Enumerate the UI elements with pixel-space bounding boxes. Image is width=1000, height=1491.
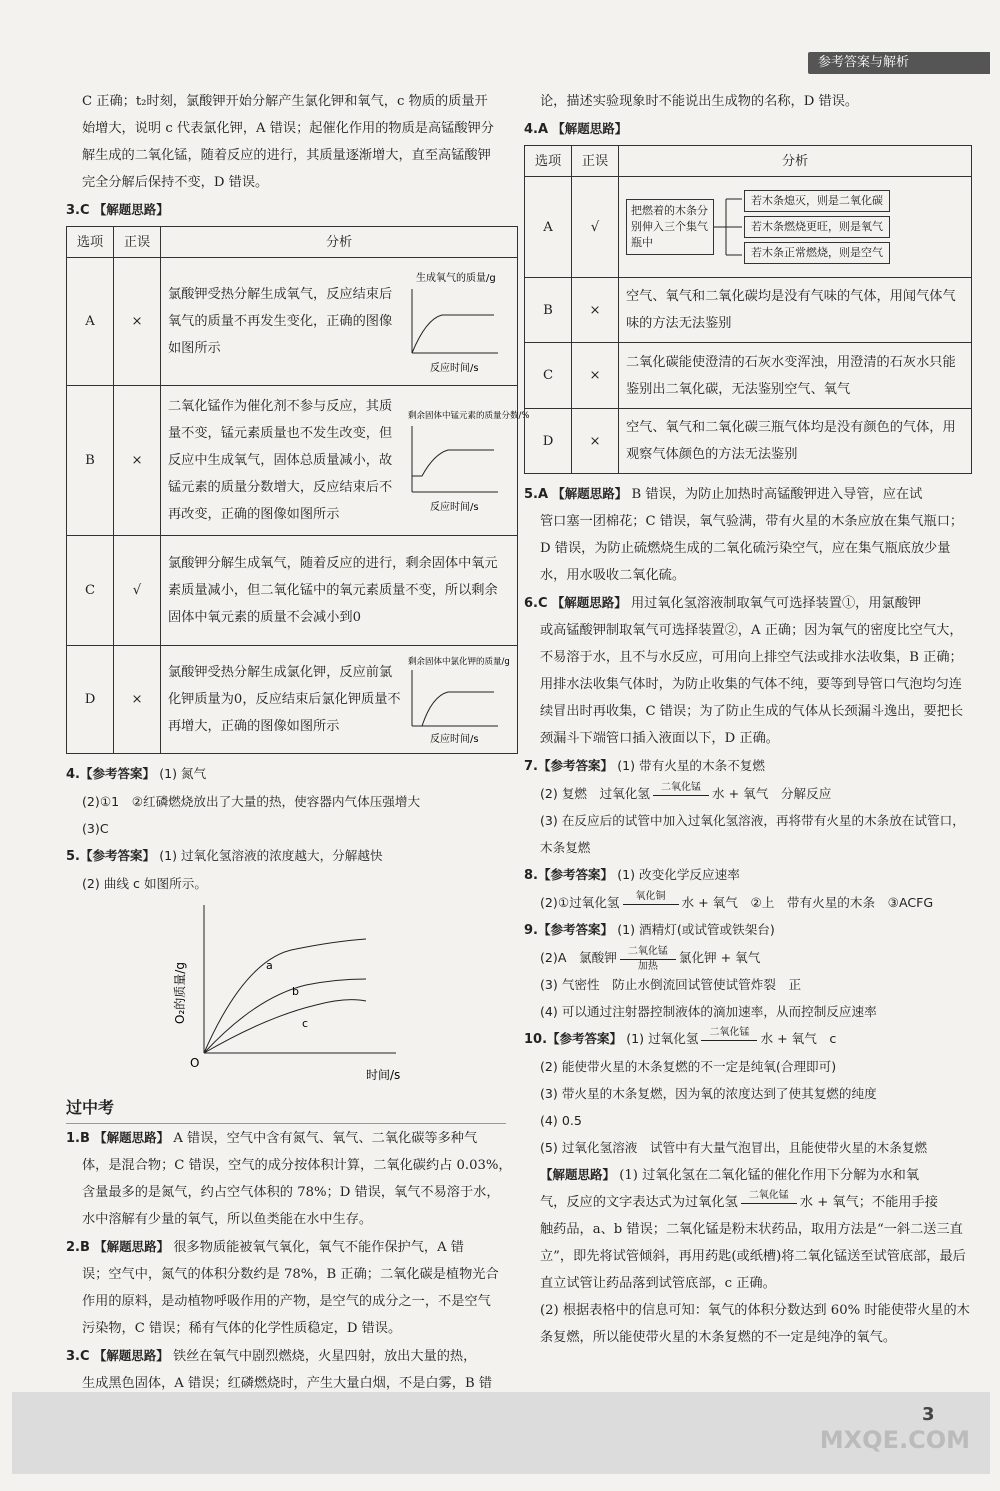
r-q9-l1: (1) 酒精灯(或试管或铁架台) bbox=[617, 922, 775, 937]
r-q5-number: 5.A bbox=[524, 487, 549, 502]
q4-line: (3)C bbox=[82, 821, 109, 836]
q4-line: (1) 氮气 bbox=[159, 766, 207, 781]
flow-results bbox=[744, 186, 890, 268]
e2-tag: 【解题思路】 bbox=[94, 1239, 170, 1254]
r-q9-number: 9. bbox=[524, 923, 538, 938]
curve-c bbox=[204, 1000, 366, 1053]
r-q7-reaction-arrow bbox=[653, 782, 709, 807]
r-q4-number: 4.A bbox=[524, 122, 549, 137]
r-q9-condition: 加热 bbox=[637, 961, 658, 972]
r-q10-tag2: 【解题思路】 bbox=[540, 1167, 616, 1182]
graph-b-curve bbox=[412, 450, 494, 476]
section-title: 过中考 bbox=[66, 1093, 506, 1124]
graph-b bbox=[404, 406, 530, 516]
e2-line: 误；空气中，氮气的体积分数约是 78%，B 正确；二氧化碳是植物光合 bbox=[82, 1267, 499, 1282]
th-analysis: 分析 bbox=[619, 146, 972, 177]
graph-d-ylabel: 剩余固体中氯化钾的质量/g bbox=[408, 656, 510, 667]
row-d-text: 氯酸钾受热分解生成氯化钾，反应前氯化钾质量为0，反应结束后氯化钾质量不再增大，正确的图像如图所示 bbox=[168, 665, 401, 734]
r-q9-l3: (3) 气密性 防止水倒流回试管使试管炸裂 正 bbox=[540, 977, 802, 992]
e3-line: 铁丝在氧气中剧烈燃烧，火星四射，放出大量的热， bbox=[172, 1349, 477, 1364]
r-q7-l3: (3) 在反应后的试管中加入过氧化氢溶液，再将带有火星的木条放在试管口，木条复燃 bbox=[540, 813, 965, 855]
r-q10-s2b: 水 + 氧气；不能用手接 bbox=[799, 1195, 938, 1210]
r-q6-line: 用过氧化氢溶液制取氧气可选择装置①，用氯酸钾 bbox=[630, 596, 922, 611]
q4-tag: 【参考答案】 bbox=[79, 766, 155, 781]
left-p0-line: 始增大，说明 c 代表氯化钾，A 错误；起催化作用的物质是高锰酸钾分 bbox=[82, 121, 494, 136]
r-q7-l2a: (2) 复燃 过氧化氢 bbox=[540, 786, 650, 801]
page-number: 3 bbox=[922, 1404, 935, 1425]
r-q8-l2b: 水 + 氧气 ②上 带有火星的木条 ③ACFG bbox=[681, 895, 934, 910]
watermark: MXQE.COM bbox=[819, 1426, 970, 1454]
r-q8-l2a: (2)①过氧化氢 bbox=[540, 895, 620, 910]
graph-d-xlabel: 反应时间/s bbox=[430, 733, 479, 745]
r-q7-l1: (1) 带有火星的木条不复燃 bbox=[617, 758, 765, 773]
row-c-text: 氯酸钾分解生成氧气，随着反应的进行，剩余固体中氧元素质量减小，但二氧化锰中的氧元素质量不变，所以剩余固体中氧元素的质量不会减小到0 bbox=[168, 556, 498, 625]
r-q7-tag: 【参考答案】 bbox=[537, 758, 613, 773]
r-q10-l4: (4) 0.5 bbox=[540, 1113, 582, 1128]
curve-c-label: c bbox=[302, 1017, 309, 1030]
q5-graph bbox=[66, 897, 506, 1087]
r-q10-s-catalyst: 二氧化锰 bbox=[748, 1190, 789, 1201]
header-title: 参考答案与解析 bbox=[818, 55, 910, 70]
r-q10-s3: 触药品，a、b 错误；二氧化锰是粉末状药品，取用方法是“一斜二送三直立”，即先将试管倾斜，再用药匙(或纸槽)将二氧化锰送至试管底部，最后直立试管让药品落到试管底部，c 正确。 bbox=[540, 1222, 966, 1291]
e2-line: 作用的原料，是动植物呼吸作用的产物，是空气的成分之一，不是空气 bbox=[82, 1294, 491, 1309]
e1-line: 水中溶解有少量的氧气，所以鱼类能在水中生存。 bbox=[82, 1212, 373, 1227]
e1-line: 体，是混合物；C 错误，空气的成分按体积计算，二氧化碳约占 0.03%， bbox=[82, 1158, 512, 1173]
graph-b-ylabel: 剩余固体中锰元素的质量分数/% bbox=[408, 410, 530, 421]
r-q10-tag: 【参考答案】 bbox=[547, 1031, 623, 1046]
curve-a-label: a bbox=[266, 959, 273, 972]
e1-tag: 【解题思路】 bbox=[94, 1130, 170, 1145]
left-p0-line: 解生成的二氧化锰，随着反应的进行，其质量逐渐增大，直至高锰酸钾 bbox=[82, 148, 491, 163]
r-q6-number: 6.C bbox=[524, 596, 548, 611]
e2-number: 2.B bbox=[66, 1240, 90, 1255]
r-row-a-option: A bbox=[525, 177, 572, 278]
r-q10-catalyst: 二氧化锰 bbox=[709, 1027, 750, 1038]
header-banner bbox=[808, 52, 990, 74]
th-correctness: 正误 bbox=[572, 146, 619, 177]
q5-number: 5. bbox=[66, 849, 80, 864]
graph-a-ylabel: 生成氧气的质量/g bbox=[416, 272, 496, 284]
graph-b-xlabel: 反应时间/s bbox=[430, 501, 479, 513]
r-q10-reaction-arrow bbox=[701, 1027, 757, 1052]
curve-a bbox=[204, 939, 366, 1053]
e2-line: 很多物质能被氧气氧化，氧气不能作保护气，A 错 bbox=[173, 1240, 464, 1255]
r-q10-l1b: 水 + 氧气 c bbox=[760, 1031, 837, 1046]
r-q9-tag: 【参考答案】 bbox=[537, 922, 613, 937]
row-d-option: D bbox=[67, 646, 114, 754]
graph-a-curve bbox=[412, 315, 494, 353]
graph-a-xlabel: 反应时间/s bbox=[430, 362, 479, 374]
row-c-mark: √ bbox=[114, 536, 161, 646]
r-q8-catalyst: 氧化铜 bbox=[635, 891, 666, 902]
r-q9-l4: (4) 可以通过注射器控制液体的滴加速率，从而控制反应速率 bbox=[540, 1004, 877, 1019]
r-q8-tag: 【参考答案】 bbox=[537, 867, 613, 882]
left-p0-line: C 正确；t₂时刻，氯酸钾开始分解产生氯化钾和氧气，c 物质的质量开 bbox=[82, 94, 488, 109]
r-row-a-mark: √ bbox=[572, 177, 619, 278]
th-correctness: 正误 bbox=[114, 227, 161, 258]
graph-a bbox=[404, 267, 504, 377]
e2-line: 污染物，C 错误；稀有气体的化学性质稳定，D 错误。 bbox=[82, 1321, 402, 1336]
curve-b bbox=[204, 979, 366, 1053]
r-q10-number: 10. bbox=[524, 1032, 548, 1047]
r-row-b-text: 空气、氧气和二氧化碳均是没有气味的气体，用闻气体气味的方法无法鉴别 bbox=[626, 289, 956, 331]
q5-tag: 【参考答案】 bbox=[79, 848, 155, 863]
flow-result-o2: 若木条燃烧更旺，则是氧气 bbox=[744, 216, 890, 238]
r-q5-line: B 错误，为防止加热时高锰酸钾进入导管，应在试 bbox=[631, 487, 923, 502]
flow-arrows bbox=[714, 187, 744, 267]
footer-band bbox=[12, 1392, 990, 1474]
row-c-option: C bbox=[67, 536, 114, 646]
e3-number: 3.C bbox=[66, 1349, 90, 1364]
e1-line: A 错误，空气中含有氮气、氧气、二氧化碳等多种气 bbox=[173, 1131, 478, 1146]
r-q10-s2a: 气，反应的文字表达式为过氧化氢 bbox=[540, 1195, 738, 1210]
r-row-d-option: D bbox=[525, 409, 572, 474]
r-q7-l2b: 水 + 氧气 分解反应 bbox=[712, 786, 832, 801]
row-a-text: 氯酸钾受热分解生成氧气，反应结束后氧气的质量不再发生变化，正确的图像如图所示 bbox=[168, 287, 393, 356]
q5-graph-xlabel: 时间/s bbox=[366, 1068, 401, 1082]
row-b-mark: × bbox=[114, 386, 161, 536]
left-column bbox=[66, 88, 530, 1424]
th-option: 选项 bbox=[67, 227, 114, 258]
th-analysis: 分析 bbox=[161, 227, 518, 258]
q4-number: 4. bbox=[66, 767, 80, 782]
flow-result-air: 若木条正常燃烧，则是空气 bbox=[744, 242, 890, 264]
r-q10-l3: (3) 带火星的木条复燃，因为氧的浓度达到了使其复燃的纯度 bbox=[540, 1086, 877, 1101]
r-q7-catalyst: 二氧化锰 bbox=[661, 782, 701, 793]
r-q5-tag: 【解题思路】 bbox=[552, 486, 628, 501]
curve-b-label: b bbox=[292, 985, 299, 998]
e3-tag: 【解题思路】 bbox=[93, 1348, 169, 1363]
r-q6-line: 或高锰酸钾制取氧气可选择装置②，A 正确；因为氧气的密度比空气大，不易溶于水，且不与水反应，可用向上排空气法或排水法收集，B 正确；用排水法收集气体时，为防止收集的气体不纯，要等到导管口气泡均匀连续冒出时再收集，C 错误；为了防止生成的气体从长颈漏斗逸出，要把长颈漏斗下端管口插入液面以下，D 正确。 bbox=[540, 623, 964, 746]
q3-tag: 【解题思路】 bbox=[93, 202, 169, 217]
r-q10-s1: (1) 过氧化氢在二氧化锰的催化作用下分解为水和氧 bbox=[619, 1168, 920, 1183]
q5-graph-ylabel: O₂的质量/g bbox=[173, 962, 187, 1024]
right-p0: 论，描述实验现象时不能说出生成物的名称，D 错误。 bbox=[540, 94, 859, 109]
r-q6-tag: 【解题思路】 bbox=[551, 595, 627, 610]
r-q10-l2: (2) 能使带火星的木条复燃的不一定是纯氧(合理即可) bbox=[540, 1059, 837, 1074]
r-q9-catalyst: 二氧化锰 bbox=[627, 946, 668, 957]
q5-line: (2) 曲线 c 如图所示。 bbox=[82, 876, 207, 891]
row-d-mark: × bbox=[114, 646, 161, 754]
e3-line: 生成黑色固体，A 错误；红磷燃烧时，产生大量白烟，不是白雾，B 错 bbox=[82, 1376, 493, 1391]
graph-d-curve bbox=[412, 692, 494, 726]
r-row-d-mark: × bbox=[572, 409, 619, 474]
r-row-c-mark: × bbox=[572, 343, 619, 409]
row-b-text: 二氧化锰作为催化剂不参与反应，其质量不变，锰元素质量也不发生改变，但反应中生成氧气，固体总质量减小，故锰元素的质量分数增大，反应结束后不再改变，正确的图像如图所示 bbox=[168, 399, 393, 522]
r-q5-line: 管口塞一团棉花；C 错误，氧气验满，带有火星的木条应放在集气瓶口；D 错误，为防止硫燃烧生成的二氧化硫污染空气，应在集气瓶底放少量水，用水吸收二氧化硫。 bbox=[540, 514, 964, 583]
r-q4-tag: 【解题思路】 bbox=[552, 121, 628, 136]
r-q8-l1: (1) 改变化学反应速率 bbox=[617, 867, 740, 882]
r-row-d-text: 空气、氧气和二氧化碳三瓶气体均是没有颜色的气体，用观察气体颜色的方法无法鉴别 bbox=[626, 420, 956, 462]
r-row-c-text: 二氧化碳能使澄清的石灰水变浑浊，用澄清的石灰水只能鉴别出二氧化碳，无法鉴别空气、氧气 bbox=[626, 354, 956, 397]
q5-line: (1) 过氧化氢溶液的浓度越大，分解越快 bbox=[159, 848, 383, 863]
flow-start-box: 把燃着的木条分别伸入三个集气瓶中 bbox=[626, 199, 714, 255]
r-q10-s-reaction-arrow bbox=[741, 1190, 797, 1215]
row-b-option: B bbox=[67, 386, 114, 536]
r-row-b-option: B bbox=[525, 278, 572, 343]
graph-d bbox=[404, 652, 510, 748]
r-q9-l2a: (2)A 氯酸钾 bbox=[540, 950, 617, 965]
r-q7-number: 7. bbox=[524, 759, 538, 774]
q4-analysis-table bbox=[524, 145, 972, 474]
r-q10-l5: (5) 过氧化氢溶液 试管中有大量气泡冒出，且能使带火星的木条复燃 bbox=[540, 1140, 928, 1155]
r-q9-l2b: 氯化钾 + 氧气 bbox=[678, 950, 761, 965]
r-q10-s4: (2) 根据表格中的信息可知：氧气的体积分数达到 60% 时能使带火星的木条复燃，所以能使带火星的木条复燃的不一定是纯净的氧气。 bbox=[540, 1303, 970, 1345]
left-p0-line: 完全分解后保持不变，D 错误。 bbox=[82, 175, 269, 190]
flow-result-co2: 若木条熄灭，则是二氧化碳 bbox=[744, 190, 890, 212]
row-a-option: A bbox=[67, 258, 114, 386]
r-row-c-option: C bbox=[525, 343, 572, 409]
r-row-b-mark: × bbox=[572, 278, 619, 343]
e1-number: 1.B bbox=[66, 1131, 90, 1146]
q3-number: 3.C bbox=[66, 203, 90, 218]
flow-diagram bbox=[620, 178, 970, 276]
th-option: 选项 bbox=[525, 146, 572, 177]
row-a-mark: × bbox=[114, 258, 161, 386]
r-q9-reaction-arrow bbox=[620, 946, 676, 971]
right-column bbox=[524, 88, 972, 1351]
r-q10-l1a: (1) 过氧化氢 bbox=[626, 1031, 699, 1046]
q5-graph-origin: O bbox=[190, 1056, 200, 1070]
e1-line: 含量最多的是氮气，约占空气体积的 78%；D 错误，氧气不易溶于水， bbox=[82, 1185, 500, 1200]
q3-analysis-table bbox=[66, 226, 530, 754]
r-q8-reaction-arrow bbox=[623, 891, 679, 916]
q4-line: (2)①1 ②红磷燃烧放出了大量的热，使容器内气体压强增大 bbox=[82, 794, 421, 809]
r-q8-number: 8. bbox=[524, 868, 538, 883]
